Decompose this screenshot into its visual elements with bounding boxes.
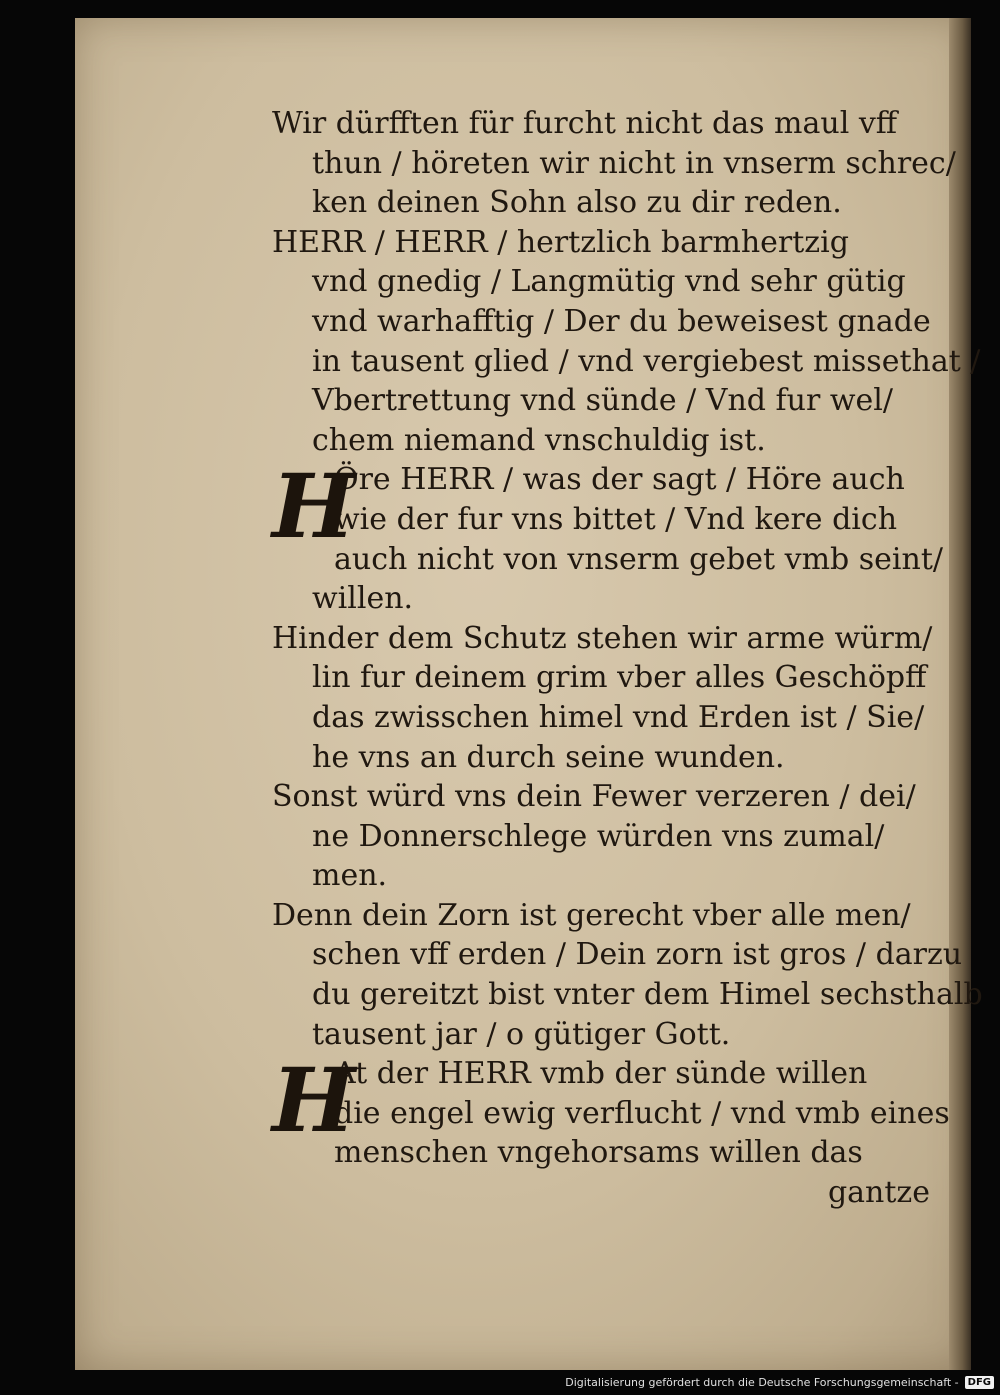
drop-cap-initial: H xyxy=(272,1048,356,1153)
text-line: ne Donnerschlege würden vns zumal/ xyxy=(312,818,885,854)
text-line: wie der fur vns bittet / Vnd kere dich xyxy=(334,501,898,537)
paragraph-5 xyxy=(272,777,942,896)
text-line: thun / höreten wir nicht in vnserm schrec/ xyxy=(312,145,956,181)
text-line: willen. xyxy=(312,581,414,617)
text-line: vnd gnedig / Langmütig vnd sehr gütig xyxy=(312,264,906,300)
text-line: schen vff erden / Dein zorn ist gros / darzu xyxy=(312,937,963,973)
text-line: Öre HERR / was der sagt / Höre auch xyxy=(334,462,905,498)
text-line: he vns an durch seine wunden. xyxy=(312,739,785,775)
text-line: Hinder dem Schutz stehen wir arme würm/ xyxy=(272,620,933,656)
text-block xyxy=(272,104,983,1213)
paragraph-2 xyxy=(272,223,981,461)
text-line: Denn dein Zorn ist gerecht vber alle men/ xyxy=(272,897,911,933)
text-line: du gereitzt bist vnter dem Himel sechsthalb xyxy=(312,977,983,1013)
scanned-page xyxy=(75,18,983,1370)
drop-cap-initial: H xyxy=(272,454,356,559)
dfg-logo: DFG xyxy=(965,1376,994,1389)
text-line: lin fur deinem grim vber alles Geschöpff xyxy=(312,660,927,696)
catchword: gantze xyxy=(827,1175,930,1211)
text-line: men. xyxy=(312,858,388,894)
text-line: Wir dürfften für furcht nicht das maul vff xyxy=(272,106,898,141)
text-line: auch nicht von vnserm gebet vmb seint/ xyxy=(334,541,943,577)
paragraph-4 xyxy=(272,619,942,777)
text-line: ken deinen Sohn also zu dir reden. xyxy=(312,185,842,221)
text-line: die engel ewig verflucht / vnd vmb eines xyxy=(334,1095,950,1131)
page-gutter xyxy=(949,18,971,1370)
text-line: in tausent glied / vnd vergiebest missethat / xyxy=(312,343,981,379)
paragraph-6 xyxy=(272,896,983,1054)
text-line: chem niemand vnschuldig ist. xyxy=(312,422,766,458)
text-line: HERR / HERR / hertzlich barmhertzig xyxy=(272,224,849,260)
text-line: At der HERR vmb der sünde willen xyxy=(334,1056,868,1092)
text-line: vnd warhafftig / Der du beweisest gnade xyxy=(312,303,931,339)
funding-credit xyxy=(565,1373,994,1391)
text-line: tausent jar / o gütiger Gott. xyxy=(312,1016,731,1052)
text-line: Vbertrettung vnd sünde / Vnd fur wel/ xyxy=(312,383,893,419)
text-line: das zwisschen himel vnd Erden ist / Sie/ xyxy=(312,699,925,735)
paragraph-3 xyxy=(272,454,943,618)
text-line: Sonst würd vns dein Fewer verzeren / dei/ xyxy=(272,779,916,815)
credit-text: Digitalisierung gefördert durch die Deutsche Forschungsgemeinschaft - xyxy=(565,1375,959,1389)
text-line: menschen vngehorsams willen das xyxy=(334,1135,863,1171)
paragraph-1 xyxy=(272,104,956,223)
paragraph-7 xyxy=(272,1048,950,1173)
